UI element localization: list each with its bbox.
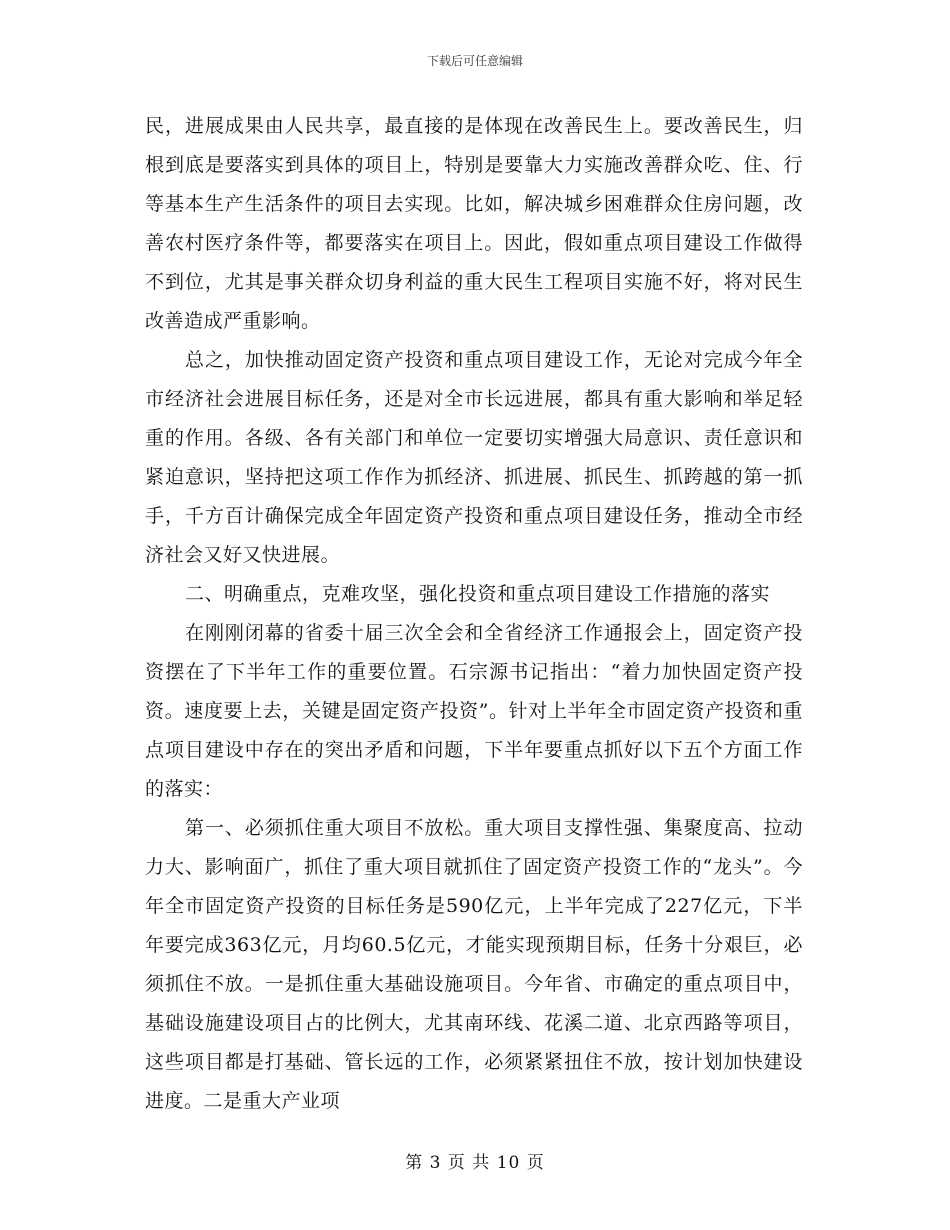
paragraph: 总之，加快推动固定资产投资和重点项目建设工作，无论对完成今年全市经济社会进展目标任务，还是对全市长远进展，都具有重大影响和举足轻重的作用。各级、各有关部门和单位一定要切实增强大局意识、责任意识和紧迫意识，坚持把这项工作作为抓经济、抓进展、抓民生、抓跨越的第一抓手，千方百计确保完成全年固定资产投资和重点项目建设任务，推动全市经济社会又好又快进展。 [145,349,803,566]
paragraph: 第一、必须抓住重大项目不放松。重大项目支撑性强、集聚度高、拉动力大、影响面广，抓住了重大项目就抓住了固定资产投资工作的“龙头”。今年全市固定资产投资的目标任务是590亿元，上半年完成了227亿元，下半年要完成363亿元，月均60.5亿元，才能实现预期目标，任务十分艰巨，必须抓住不放。一是抓住重大基础设施项目。今年省、市确定的重点项目中，基础设施建设项目占的比例大，尤其南环线、花溪二道、北京西路等项目，这些项目都是打基础、管长远的工作，必须紧紧扭住不放，按计划加快建设进度。二是重大产业项 [145,817,803,1112]
document-body [145,107,803,1121]
section-heading: 二、明确重点，克难攻坚，强化投资和重点项目建设工作措施的落实 [185,583,771,605]
paragraph: 在刚刚闭幕的省委十届三次全会和全省经济工作通报会上，固定资产投资摆在了下半年工作的重要位置。石宗源书记指出：“着力加快固定资产投资。速度要上去，关键是固定资产投资”。针对上半年全市固定资产投资和重点项目建设中存在的突出矛盾和问题，下半年要重点抓好以下五个方面工作的落实： [145,622,803,800]
page-number: 第 3 页 共 10 页 [405,1153,545,1173]
page-header-note: 下载后可任意编辑 [426,54,523,68]
paragraph: 民，进展成果由人民共享，最直接的是体现在改善民生上。要改善民生，归根到底是要落实到具体的项目上，特别是要靠大力实施改善群众吃、住、行等基本生产生活条件的项目去实现。比如，解决城乡困难群众住房问题，改善农村医疗条件等，都要落实在项目上。因此，假如重点项目建设工作做得不到位，尤其是事关群众切身利益的重大民生工程项目实施不好，将对民生改善造成严重影响。 [145,115,803,332]
